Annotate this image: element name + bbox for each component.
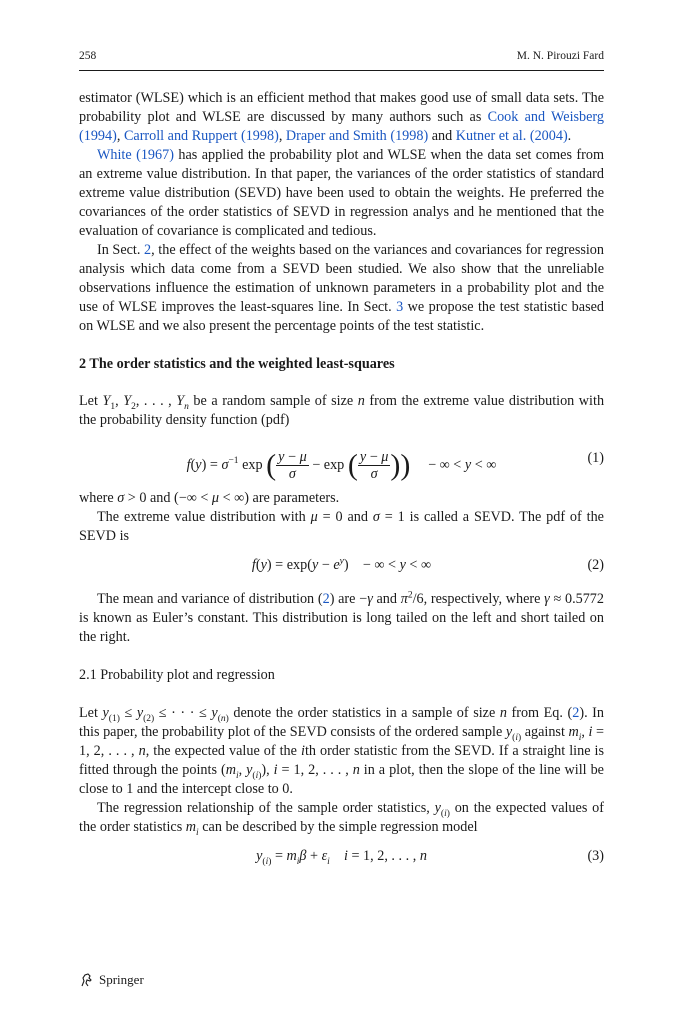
equation-3-formula: $y_{(i)} = m_i\beta + \varepsilon_i$ i = 1, 2, . . . , n: [256, 848, 427, 867]
paragraph-regression: The regression relationship of the sample order statistics, $y_{(i)}$ on the expected values of the order statistics $m_i$ can be described by the simple regression model: [79, 800, 604, 838]
page: [79, 0, 604, 1036]
citation-white[interactable]: White (1967): [97, 147, 174, 163]
paragraph-parameters: where σ > 0 and (−∞ < μ < ∞) are parameters.: [79, 490, 340, 506]
equation-1-number: (1): [587, 450, 604, 466]
link-equation-2-b[interactable]: 2: [572, 705, 580, 721]
citation-kutner[interactable]: Kutner et al. (2004): [455, 128, 568, 144]
paragraph-sevd: The extreme value distribution with μ = 0 and σ = 1 is called a SEVD. The pdf of the SEVD is: [79, 509, 604, 544]
article-body: [79, 89, 604, 881]
equation-2-number: (2): [587, 557, 604, 573]
paragraph-outline: In Sect. 2, the effect of the weights based on the variances and covariances for regression analysis which data come from a SEVD been studied. We also show that the unreliable observations influence the estimation of unknown parameters in a probability plot and the use of WLSE improves the least-squares line. In Sect. 3 we propose the test statistic based on WLSE and we also present the percentage points of the test statistic.: [79, 242, 604, 334]
citation-cook-weisberg[interactable]: Cook and Weisberg (1994): [79, 109, 604, 144]
running-author: M. N. Pirouzi Fard: [516, 50, 604, 62]
publisher-footer: [79, 972, 144, 988]
publisher-name: Springer: [99, 972, 144, 987]
paragraph-sample: Let $Y_1$, $Y_2$, . . . , $Y_n$ be a random sample of size n from the extreme value distribution with the probability density function (pdf): [79, 393, 605, 428]
link-equation-2[interactable]: 2: [322, 591, 330, 607]
link-section-3[interactable]: 3: [396, 299, 404, 315]
page-number: 258: [79, 50, 97, 62]
subsection-heading-2-1: 2.1 Probability plot and regression: [79, 667, 275, 683]
equation-3: [79, 847, 604, 869]
citation-carroll-ruppert[interactable]: Carroll and Ruppert (1998): [123, 128, 279, 144]
citation-draper-smith[interactable]: Draper and Smith (1998): [285, 128, 429, 144]
equation-3-number: (3): [587, 848, 604, 864]
springer-horse-icon: [79, 972, 95, 988]
paragraph-wlse-intro: estimator (WLSE) which is an efficient method that makes good use of small data sets. The probability plot and WLSE are discussed by many authors such as Cook and Weisberg (1994), Carroll and Ruppert (1998), Draper and Smith (1998) and Kutner et al. (2004).: [79, 90, 604, 144]
equation-1: [79, 442, 604, 482]
paragraph-white: White (1967) has applied the probability plot and WLSE when the data set comes from an extreme value distribution. In that paper, the variances of the order statistics of standard extreme value distribution (SEVD) have been used to obtain the weights. He preferred the covariances of the order statistics of SEVD in regression analys and he mentioned that the evaluation of covariance is complicated and tedious.: [79, 147, 604, 239]
header-rule: [79, 70, 604, 71]
running-header: [79, 50, 604, 66]
paragraph-mean-variance: The mean and variance of distribution (2) are −γ and $\pi^2/6$, respectively, where γ ≈ 0.5772 is known as Euler’s constant. This distribution is long tailed on the left and short tailed on the right.: [79, 590, 604, 645]
link-section-2[interactable]: 2: [144, 242, 152, 258]
equation-2-formula: $f(y) = \exp(y - e^y)$ − ∞ < y < ∞: [251, 556, 432, 573]
equation-2: [79, 556, 604, 578]
paragraph-order-statistics: Let $y_{(1)} \le y_{(2)}$ ≤ · · · ≤ $y_{(n)}$ denote the order statistics in a sample of size n from Eq. (2). In this paper, the probability plot of the SEVD consists of the ordered sample $y_{(i)}$ against $m_i$, i = 1, 2, . . . , n, the expected value of the ith order statistic from the SEVD. If a straight line is fitted through the points ($m_i$, $y_{(i)}$), i = 1, 2, . . . , n in a plot, then the slope of the line will be close to 1 and the intercept close to 0.: [79, 705, 605, 797]
equation-1-formula: $f(y) = \sigma^{-1}$ exp ( $\frac{y - \mu}{\sigma}$ − exp ( $\frac{y - \mu}{\sigma}$ )) − ∞ < y < ∞: [186, 448, 497, 482]
section-heading-2: 2 The order statistics and the weighted least-squares: [79, 356, 395, 372]
